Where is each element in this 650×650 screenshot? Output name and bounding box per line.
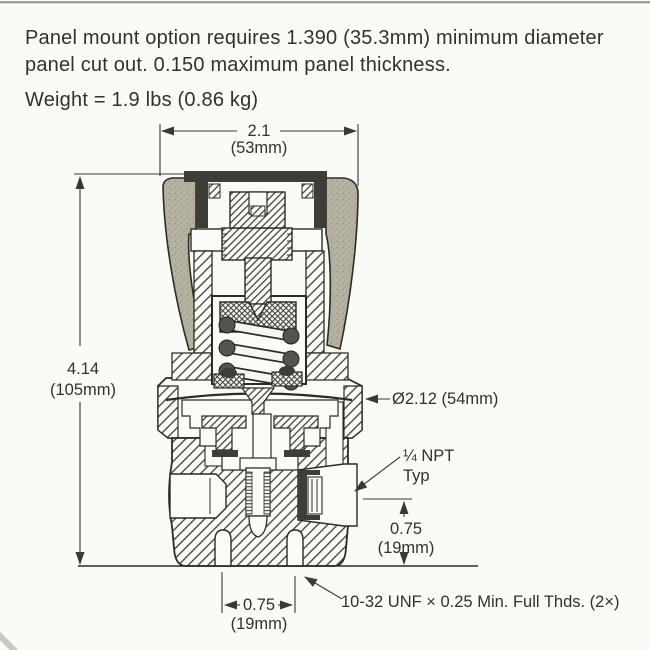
- outlet-port-seal-bottom: [298, 515, 320, 520]
- mounting-hole-left: [215, 530, 231, 566]
- scan-smudge: [0, 634, 16, 650]
- dim-port-height-in: 0.75: [389, 520, 423, 538]
- cap-seal-right: [302, 184, 313, 198]
- port-thread-line1: ¼ NPT: [403, 447, 455, 465]
- outlet-port-seal-top: [298, 470, 320, 475]
- dim-body-diameter: [366, 390, 498, 408]
- inlet-port: [170, 474, 226, 518]
- dim-height-in: 4.14: [66, 360, 100, 378]
- diaphragm-seal-right: [279, 366, 295, 376]
- dim-hole-spacing: [222, 572, 295, 633]
- outlet-port: [298, 464, 357, 526]
- seat-seal-left: [212, 450, 238, 457]
- bonnet-left-wall: [194, 251, 212, 353]
- port-thread-line2: Typ: [403, 467, 430, 485]
- flange-left-cut: [158, 386, 178, 438]
- dim-hole-spacing-mm: (19mm): [230, 615, 288, 633]
- notes-block: [25, 27, 604, 111]
- weight-note: Weight = 1.9 lbs (0.86 kg): [25, 89, 259, 111]
- poppet-spring-right: [264, 472, 270, 514]
- knob-cap-bar: [184, 171, 327, 182]
- bonnet-right-wall: [306, 251, 324, 353]
- label-mount-thread: [305, 577, 619, 611]
- screw-shaft: [245, 258, 271, 304]
- piston-stem: [253, 414, 271, 460]
- knob-right-section: [326, 178, 358, 349]
- panel-note-line1: Panel mount option requires 1.390 (35.3mm) minimum diameter: [25, 27, 604, 49]
- seat-seal-right: [284, 450, 310, 457]
- dim-knob-width-mm: (53mm): [230, 139, 288, 157]
- dim-port-height-mm: (19mm): [377, 539, 435, 557]
- screw-slot-plug: [251, 206, 265, 216]
- outlet-port-seal: [298, 474, 307, 516]
- cap-seal-left: [209, 184, 220, 198]
- mount-thread-note: 10-32 UNF × 0.25 Min. Full Thds. (2×): [341, 593, 620, 611]
- knob-cap-left-flange: [196, 182, 208, 228]
- bonnet-right-shoulder: [306, 353, 348, 380]
- dim-port-height: [363, 499, 434, 564]
- flange-right-cut: [344, 386, 362, 438]
- outlet-port-insert: [308, 477, 322, 514]
- mounting-hole-right: [287, 530, 303, 566]
- screw-thread-section: [222, 228, 292, 260]
- label-port-thread: [355, 447, 454, 491]
- dim-hole-spacing-in: 0.75: [242, 596, 276, 614]
- dim-height-mm: (105mm): [49, 381, 117, 399]
- dim-diameter-label: Ø2.12 (54mm): [392, 390, 499, 408]
- dim-knob-width-in: 2.1: [247, 122, 271, 140]
- knob-cap-right-flange: [314, 182, 326, 228]
- device-cross-section: [78, 171, 478, 566]
- bonnet-left-shoulder: [172, 353, 212, 380]
- poppet-spring-left: [246, 472, 252, 514]
- scan-edge-top: [0, 1, 650, 3]
- panel-note-line2: panel cut out. 0.150 maximum panel thickness.: [25, 54, 451, 76]
- diaphragm-seal-left: [221, 368, 237, 378]
